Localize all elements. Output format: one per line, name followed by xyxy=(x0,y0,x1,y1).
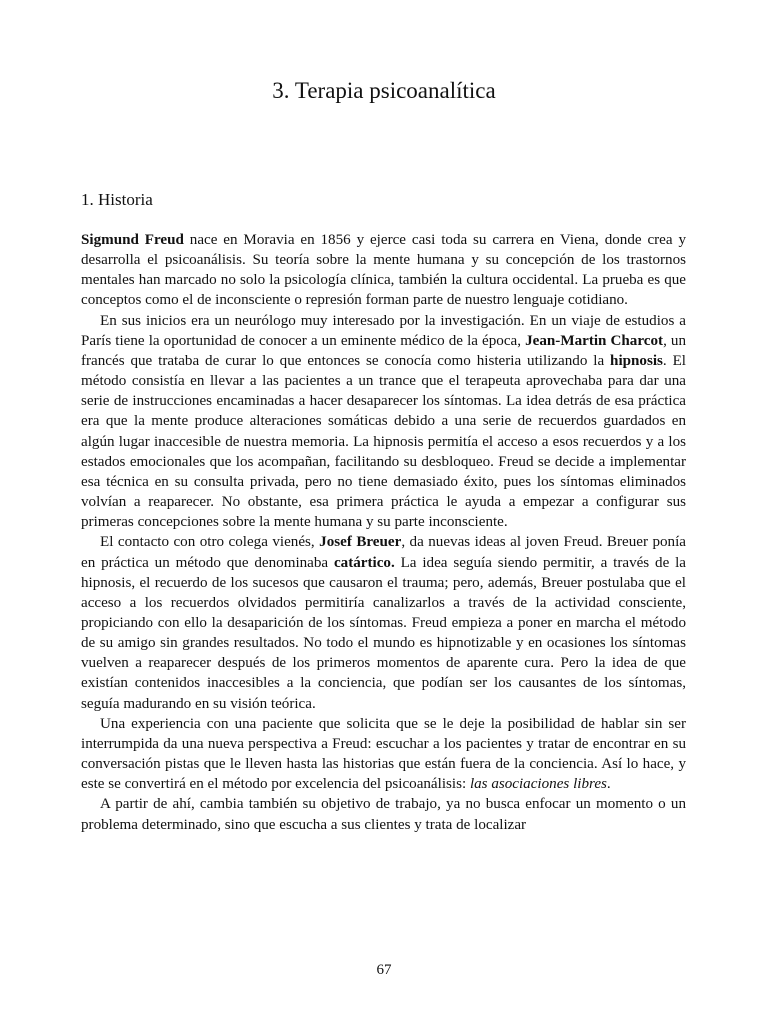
paragraph xyxy=(81,532,686,713)
text-run: . El método consistía en llevar a las pacientes a un trance que el terapeuta aprovechaba para dar una serie de instrucciones encaminadas a hacer desaparecer los síntomas. La idea detrás de esa práctica era que la mente produce alteraciones somáticas debido a una serie de recuerdos guardados en algún lugar inaccesible de nuestra memoria. La hipnosis permitía el acceso a esos recuerdos y a los estados emocionales que los acompañan, facilitando su desbloqueo. Freud se decide a implementar esa técnica en su consulta privada, pero no tiene demasiado éxito, pues los síntomas eliminados volvían a reaparecer. No obstante, esa primera práctica le ayuda a empezar a configurar sus primeras concepciones sobre la mente humana y su parte inconsciente. xyxy=(81,352,686,531)
paragraph xyxy=(81,794,686,834)
bold-term: Sigmund Freud xyxy=(81,232,184,248)
chapter-title: 3. Terapia psicoanalítica xyxy=(272,78,496,103)
bold-term: Josef Breuer xyxy=(319,534,402,551)
italic-term: las asociaciones libres xyxy=(469,776,607,793)
text-run: Una experiencia con una paciente que solicita que se le deje la posibilidad de hablar sin ser interrumpida da una nueva perspectiva a Freud: escuchar a los pacientes y tratar de encontrar en su conversación pistas que le lleven hasta las historias que están fuera de la conciencia. Así lo hace, y este se convertirá en el método por excelencia del psicoanálisis: xyxy=(81,715,686,793)
text-run: A partir de ahí, cambia también su objetivo de trabajo, ya no busca enfocar un momento o un problema determinado, sino que escucha a sus clientes y trata de localizar xyxy=(81,796,686,833)
text-run: nace en Moravia en 1856 y ejerce casi toda su carrera en Viena, donde crea y desarrolla el psicoanálisis. Su teoría sobre la mente humana y su concepción de los trastornos mentales han marcado no solo la psicología clínica, también la cultura occidental. La prueba es que conceptos como el de inconsciente o represión forman parte de nuestro lenguaje cotidiano. xyxy=(81,232,686,309)
text-run: La idea seguía siendo permitir, a través de la hipnosis, el recuerdo de los sucesos que causaron el trauma; pero, además, Breuer postulaba que el acceso a los recuerdos olvidados permitiría canalizarlos a través de la actividad consciente, propiciando con ello la desaparición de los síntomas. Freud empieza a poner en marcha el método de su amigo sin grandes resultados. No todo el mundo es hipnotizable y en ocasiones los síntomas vuelven a reaparecer después de los primeros momentos de aparente cura. Pero la idea de que existían contenidos inaccesibles a la conciencia, que podían ser los causantes de los síntomas, seguía madurando en su visión teórica. xyxy=(81,554,687,712)
bold-term: catártico. xyxy=(333,554,395,571)
text-run: El contacto con otro colega vienés, xyxy=(100,534,320,551)
paragraph xyxy=(81,714,686,795)
page-number: 67 xyxy=(376,962,392,978)
bold-term: Jean-Martin Charcot xyxy=(525,332,664,349)
text-run: , un francés que trataba de curar lo que entonces se conocía como histeria utilizando la xyxy=(81,332,687,369)
text-run: , da nuevas ideas al joven Freud. Breuer ponía en práctica un método que denominaba xyxy=(81,534,686,571)
paragraph xyxy=(81,311,686,533)
section-heading: 1. Historia xyxy=(81,190,153,209)
text-run: . xyxy=(606,776,611,793)
paragraph xyxy=(81,230,686,311)
body-text xyxy=(81,230,686,835)
bold-term: hipnosis xyxy=(610,352,663,369)
text-run: En sus inicios era un neurólogo muy interesado por la investigación. En un viaje de estudios a París tiene la oportunidad de conocer a un eminente médico de la época, xyxy=(81,312,686,349)
